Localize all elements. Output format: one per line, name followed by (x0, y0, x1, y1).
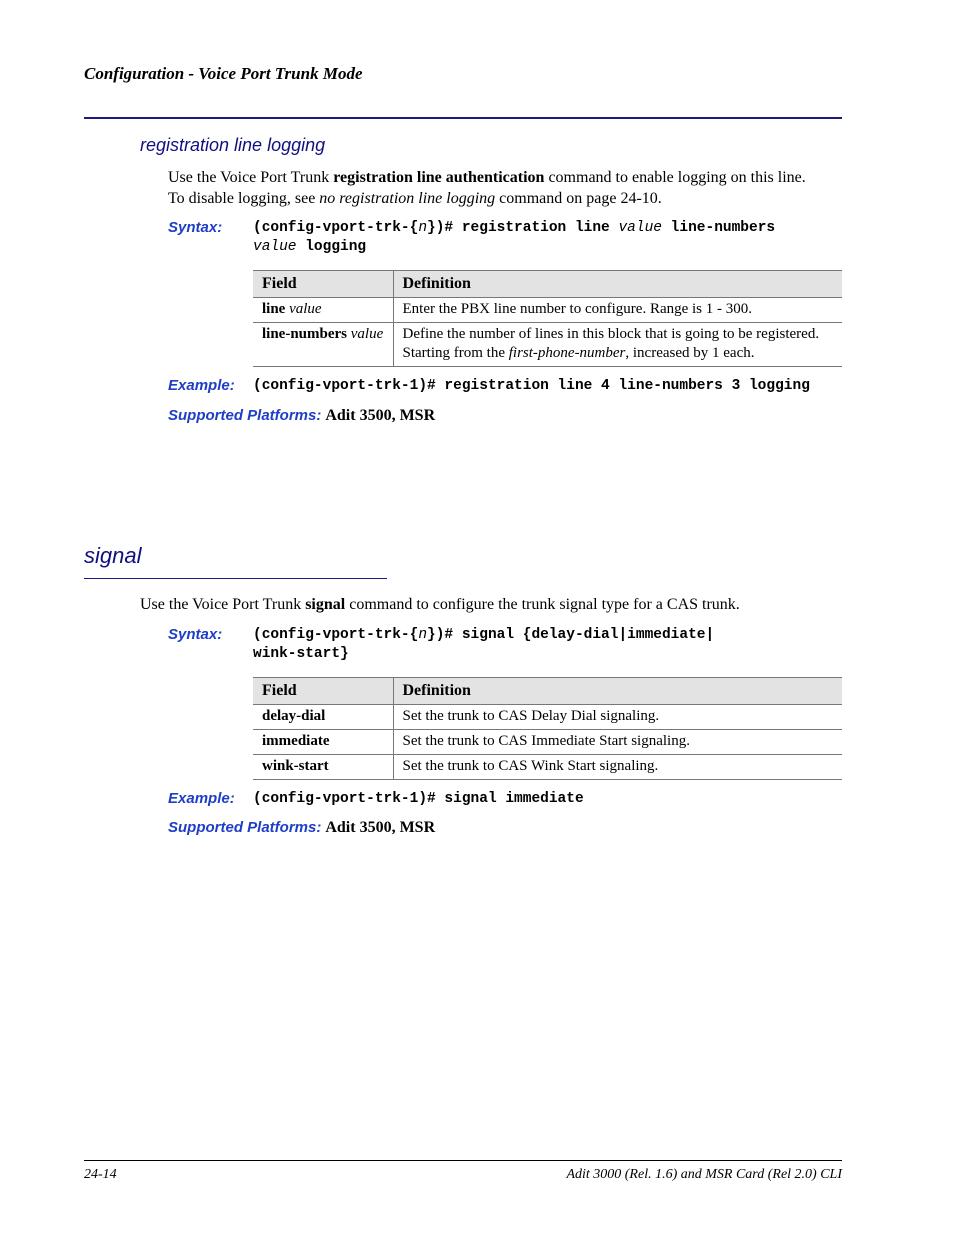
table-header-row (253, 271, 842, 298)
section-title-registration-line-logging: registration line logging (140, 135, 326, 155)
platforms-label: Supported Platforms: (168, 819, 322, 836)
field-name: line (262, 301, 286, 317)
syntax-code (253, 219, 775, 257)
definition-cell: Enter the PBX line number to configure. Range is 1 - 300. (393, 298, 842, 323)
definition-cell: Set the trunk to CAS Immediate Start signaling. (393, 730, 842, 755)
column-header: Field (253, 678, 393, 705)
text: Starting from the (402, 345, 509, 361)
column-header: Definition (393, 271, 842, 298)
code: wink-start} (253, 646, 349, 662)
syntax-label: Syntax: (168, 219, 223, 236)
code-var: n (418, 627, 428, 643)
table-row (253, 323, 842, 367)
field-cell (253, 323, 393, 367)
code: })# signal {delay-dial|immediate| (427, 627, 715, 643)
definition-cell: Set the trunk to CAS Wink Start signaling. (393, 755, 842, 780)
section2-description (140, 594, 740, 615)
text: command to configure the trunk signal type for a CAS trunk. (345, 596, 740, 613)
code: logging (296, 239, 367, 255)
table-row (253, 730, 842, 755)
table-header-row (253, 678, 842, 705)
code-var: value (618, 220, 662, 236)
syntax-label: Syntax: (168, 626, 223, 643)
section-title-signal: signal (84, 543, 142, 568)
code-var: value (253, 239, 297, 255)
syntax-code (253, 626, 714, 664)
supported-platforms (168, 819, 435, 837)
field-name: wink-start (262, 758, 329, 774)
footer-rule (84, 1160, 842, 1161)
definition-cell (393, 323, 842, 367)
cross-reference: no registration line logging (319, 190, 496, 207)
document-title: Adit 3000 (Rel. 1.6) and MSR Card (Rel 2.0) CLI (566, 1167, 842, 1182)
field-cell (253, 298, 393, 323)
field-var: value (347, 326, 384, 342)
platforms-label: Supported Platforms: (168, 407, 322, 424)
platforms-value: Adit 3500, MSR (325, 819, 436, 836)
section1-description (168, 167, 848, 209)
table-row (253, 755, 842, 780)
header-rule (84, 117, 842, 119)
text: Use the Voice Port Trunk (168, 169, 334, 186)
code: })# registration line (427, 220, 619, 236)
field-var: value (285, 301, 322, 317)
text: To disable logging, see (168, 190, 320, 207)
text-italic: first-phone-number (508, 345, 626, 361)
definition-cell: Set the trunk to CAS Delay Dial signaling. (393, 705, 842, 730)
code: (config-vport-trk-{ (253, 220, 419, 236)
field-name: line-numbers (262, 326, 348, 342)
section-rule (84, 578, 387, 579)
text: , increased by 1 each. (625, 345, 755, 361)
page-number: 24-14 (84, 1167, 117, 1182)
field-cell (253, 730, 393, 755)
example-label: Example: (168, 790, 235, 807)
example-label: Example: (168, 377, 235, 394)
field-cell (253, 705, 393, 730)
code: line-numbers (661, 220, 776, 236)
table-row (253, 705, 842, 730)
field-name: immediate (262, 733, 330, 749)
column-header: Field (253, 271, 393, 298)
field-definition-table (253, 677, 842, 780)
example-code: (config-vport-trk-1)# signal immediate (253, 791, 584, 807)
running-header: Configuration - Voice Port Trunk Mode (84, 64, 363, 83)
text: Define the number of lines in this block that is going to be registered. (402, 326, 820, 342)
example-code: (config-vport-trk-1)# registration line 4 line-numbers 3 logging (253, 378, 810, 394)
field-name: delay-dial (262, 708, 326, 724)
text: Use the Voice Port Trunk (140, 596, 306, 613)
column-header: Definition (393, 678, 842, 705)
text: command on page 24-10. (495, 190, 662, 207)
supported-platforms (168, 407, 435, 425)
code-var: n (418, 220, 428, 236)
table-row (253, 298, 842, 323)
text: command to enable logging on this line. (544, 169, 806, 186)
platforms-value: Adit 3500, MSR (325, 407, 436, 424)
code: (config-vport-trk-{ (253, 627, 419, 643)
field-cell (253, 755, 393, 780)
command-name: registration line authentication (333, 169, 545, 186)
command-name: signal (305, 596, 346, 613)
field-definition-table (253, 270, 842, 367)
